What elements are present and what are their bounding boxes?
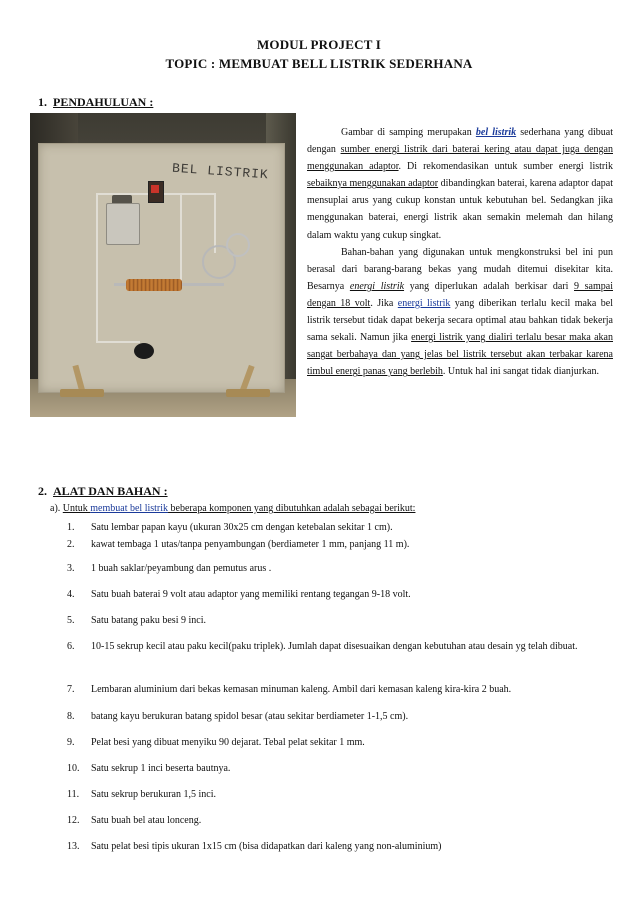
list-item-text: Satu pelat besi tipis ukuran 1x15 cm (bisa didapatkan dari kaleng yang non-aluminium) [91, 841, 442, 852]
stand-right [226, 389, 270, 397]
list-item-text: Satu sekrup berukuran 1,5 inci. [91, 789, 216, 800]
bell-photo [30, 113, 296, 417]
intro-text [307, 124, 613, 380]
list-item-number: 5. [67, 615, 75, 626]
section-label: ALAT DAN BAHAN : [53, 484, 168, 498]
underlined-text: energi listrik yang dialiri terlalu besar maka akan sangat berbahaya dan yang jelas bel listrik tersebut akan terbakar karena timbul energi panas yang berlebih [307, 332, 613, 378]
text: . Di rekomendasikan untuk sumber energi listrik [398, 161, 614, 173]
list-item-number: 9. [67, 737, 75, 748]
list-item-number: 12. [67, 815, 80, 826]
text: . Jika [370, 297, 398, 309]
text: Bahan-bahan yang digunakan untuk mengkonstruksi bel ini pun berasal dari barang-barang bekas yang mudah ditemui disekitar kita. Besarnya [307, 246, 613, 292]
energi-listrik-emphasis: energi listrik [349, 280, 405, 292]
section-heading-pendahuluan [38, 95, 153, 110]
intro-paragraph-1 [307, 124, 613, 244]
list-item-number: 7. [67, 684, 75, 695]
wire [96, 193, 98, 343]
wire [214, 193, 216, 253]
underlined-text: sebaiknya menggunakan adaptor [307, 178, 439, 190]
underlined-text: Untuk [62, 503, 91, 514]
list-item-text: Lembaran aluminium dari bekas kemasan minuman kaleng. Ambil dari kemasan kaleng kira-kira 2 buah. [91, 684, 512, 695]
section-label: PENDAHULUAN : [53, 95, 154, 109]
section-number: 1. [38, 95, 47, 109]
list-item-text: Pelat besi yang dibuat menyiku 90 dejarat. Tebal pelat sekitar 1 mm. [91, 737, 365, 748]
document-title: MODUL PROJECT I [256, 37, 382, 52]
list-item-text: batang kayu berukuran batang spidol besar (atau sekitar berdiameter 1-1,5 cm). [91, 711, 409, 722]
text: Gambar di samping merupakan [341, 127, 476, 138]
text: yang diberikan terlalu kecil maka bel listrik tersebut tidak dapat bekerja secara optimal atau bahkan tidak bekerja sama sekali. Namun jika [307, 297, 614, 344]
document-topic: TOPIC : MEMBUAT BELL LISTRIK SEDERHANA [165, 56, 473, 71]
link-energi-listrik[interactable]: energi listrik [397, 297, 451, 309]
copper-coil [126, 279, 182, 291]
wire [96, 341, 140, 343]
underlined-text: beberapa komponen yang dibutuhkan adalah sebagai berikut: [168, 503, 416, 514]
wire [180, 193, 182, 283]
stand-left [60, 389, 104, 397]
text: . Untuk hal ini sangat tidak dianjurkan. [442, 366, 599, 378]
list-item-number: 8. [67, 711, 75, 722]
text: yang diperlukan adalah berkisar dari [404, 280, 575, 292]
board-handwriting: BEL LISTRIK [171, 160, 270, 183]
section-heading-alat-bahan [38, 484, 168, 499]
list-item-number: 2. [67, 539, 75, 550]
text: sederhana yang dibuat dengan [307, 127, 613, 156]
push-button [134, 343, 154, 359]
list-item-number: 10. [67, 763, 80, 774]
sub-prefix: a). [50, 503, 63, 514]
section-number: 2. [38, 484, 47, 498]
list-item-number: 4. [67, 589, 75, 600]
text: dibandingkan baterai, karena adaptor dapat mensuplai arus yang cukup konstan untuk kebutuhan bel. Sedangkan jika menggunakan baterai, energi listrik akan semakin melemah dan hilang dalam waktu yang cukup singkat. [307, 178, 613, 241]
intro-paragraph-2 [307, 244, 613, 381]
list-item-number: 13. [67, 841, 80, 852]
bell-ring [226, 233, 250, 257]
list-item-number: 11. [67, 789, 80, 800]
adaptor-icon [106, 203, 140, 245]
list-item-text: Satu buah baterai 9 volt atau adaptor yang memiliki rentang tegangan 9-18 volt. [91, 589, 411, 600]
list-item-text: Satu sekrup 1 inci beserta bautnya. [91, 763, 231, 774]
list-item-text: 1 buah saklar/peyambung dan pemutus arus . [91, 563, 272, 574]
underlined-text: 9 sampai dengan 18 volt [307, 280, 613, 309]
list-item-number: 1. [67, 522, 75, 533]
list-item-number: 6. [67, 641, 75, 652]
list-item-text: Satu batang paku besi 9 inci. [91, 615, 206, 626]
list-item-text: Satu lembar papan kayu (ukuran 30x25 cm dengan ketebalan sekitar 1 cm). [91, 522, 393, 533]
list-item-text: Satu buah bel atau lonceng. [91, 815, 202, 826]
link-membuat-bel-listrik[interactable]: membuat bel listrik [90, 503, 169, 514]
subsection-a [50, 503, 415, 514]
switch-indicator [151, 185, 159, 193]
underlined-text: sumber energi listrik dari baterai kering atau dapat juga dengan menggunakan adaptor [307, 144, 613, 173]
link-bel-listrik[interactable]: bel listrik [475, 127, 517, 138]
list-item-text: 10-15 sekrup kecil atau paku kecil(paku triplek). Jumlah dapat disesuaikan dengan kebutuhan atau desain yg telah dibuat. [91, 641, 578, 652]
list-item-text: kawat tembaga 1 utas/tanpa penyambungan (berdiameter 1 mm, panjang 11 m). [91, 539, 410, 550]
list-item-number: 3. [67, 563, 75, 574]
